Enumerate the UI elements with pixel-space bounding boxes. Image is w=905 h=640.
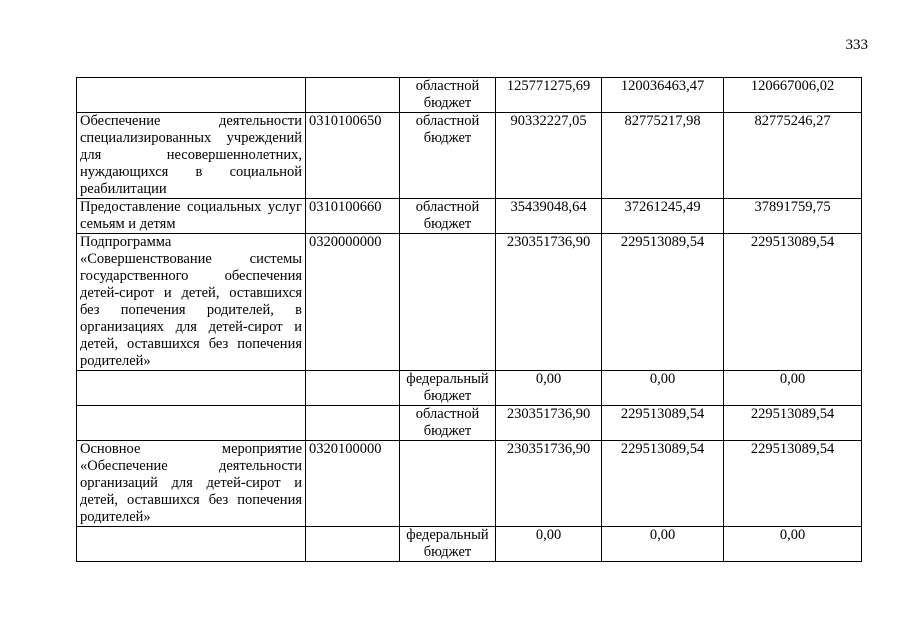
row-name: Основное мероприятие «Обеспечение деятельности организаций для детей-сирот и детей, оставшихся без попечения родителей»	[77, 441, 306, 527]
row-source: областной бюджет	[400, 199, 496, 234]
row-name: Обеспечение деятельности специализированных учреждений для несовершеннолетних, нуждающихся в социальной реабилитации	[77, 113, 306, 199]
table-row	[77, 441, 862, 527]
row-value-3: 229513089,54	[724, 234, 862, 371]
row-source: федеральный бюджет	[400, 527, 496, 562]
row-value-2: 229513089,54	[602, 406, 724, 441]
row-code	[306, 527, 400, 562]
row-value-3: 120667006,02	[724, 78, 862, 113]
row-name	[77, 371, 306, 406]
row-source: областной бюджет	[400, 406, 496, 441]
row-value-2: 82775217,98	[602, 113, 724, 199]
row-value-1: 90332227,05	[496, 113, 602, 199]
row-value-2: 229513089,54	[602, 441, 724, 527]
row-name	[77, 78, 306, 113]
table-row	[77, 234, 862, 371]
row-code	[306, 406, 400, 441]
row-value-3: 0,00	[724, 371, 862, 406]
budget-table	[76, 77, 862, 562]
row-value-1: 125771275,69	[496, 78, 602, 113]
row-name: Предоставление социальных услуг семьям и детям	[77, 199, 306, 234]
row-value-1: 0,00	[496, 527, 602, 562]
table-row	[77, 78, 862, 113]
row-value-3: 0,00	[724, 527, 862, 562]
table-row	[77, 113, 862, 199]
row-name: Подпрограмма «Совершенствование системы государственного обеспечения детей-сирот и детей, оставшихся без попечения родителей, в организациях для детей-сирот и детей, оставшихся без попечения родителей»	[77, 234, 306, 371]
row-value-3: 229513089,54	[724, 406, 862, 441]
row-code: 0320100000	[306, 441, 400, 527]
row-value-1: 230351736,90	[496, 406, 602, 441]
table-row	[77, 199, 862, 234]
row-value-1: 35439048,64	[496, 199, 602, 234]
row-value-1: 230351736,90	[496, 234, 602, 371]
row-value-2: 37261245,49	[602, 199, 724, 234]
row-source: федеральный бюджет	[400, 371, 496, 406]
row-value-3: 82775246,27	[724, 113, 862, 199]
row-code: 0310100650	[306, 113, 400, 199]
row-value-1: 230351736,90	[496, 441, 602, 527]
table-row	[77, 527, 862, 562]
row-code: 0320000000	[306, 234, 400, 371]
row-code: 0310100660	[306, 199, 400, 234]
row-value-2: 229513089,54	[602, 234, 724, 371]
row-value-1: 0,00	[496, 371, 602, 406]
row-name	[77, 527, 306, 562]
row-source	[400, 441, 496, 527]
row-source: областной бюджет	[400, 113, 496, 199]
row-source	[400, 234, 496, 371]
row-value-3: 37891759,75	[724, 199, 862, 234]
row-value-2: 0,00	[602, 527, 724, 562]
row-value-3: 229513089,54	[724, 441, 862, 527]
row-name	[77, 406, 306, 441]
table-row	[77, 371, 862, 406]
table-row	[77, 406, 862, 441]
row-value-2: 120036463,47	[602, 78, 724, 113]
row-source: областной бюджет	[400, 78, 496, 113]
page-number: 333	[845, 37, 868, 53]
row-value-2: 0,00	[602, 371, 724, 406]
row-code	[306, 371, 400, 406]
row-code	[306, 78, 400, 113]
